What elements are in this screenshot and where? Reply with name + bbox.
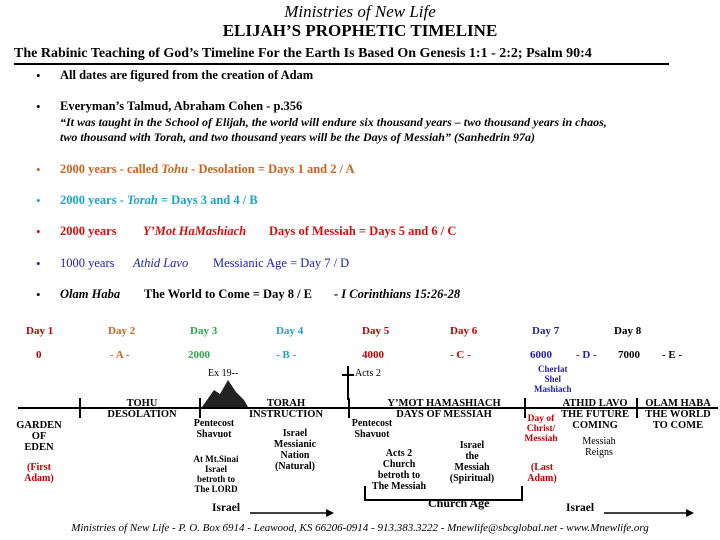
year-label: 4000 <box>362 349 384 361</box>
page-subtitle: The Rabinic Teaching of God’s Timeline For the Earth Is Based On Genesis 1:1 - 2:2; Psalm 90:4 <box>14 46 592 61</box>
tohu-text-b: Tohu <box>161 162 189 176</box>
bullet-creation-of-adam: All dates are figured from the creation of Adam <box>60 68 314 82</box>
timeline-tick <box>79 398 81 418</box>
subtitle-underline <box>14 63 669 65</box>
bullet-ymot-days: Days of Messiah = Days 5 and 6 / C <box>269 224 457 238</box>
era-torah: TORAH INSTRUCTION <box>248 398 324 420</box>
cross-icon <box>341 366 355 400</box>
year-label: - E - <box>662 349 683 361</box>
messiah-reigns: Messiah Reigns <box>582 436 616 458</box>
year-label: 2000 <box>188 349 210 361</box>
pentecost-shavuot-acts: Pentecost Shavuot <box>351 418 393 440</box>
church-betrothal: Acts 2 Church betroth to The Messiah <box>371 448 427 492</box>
era-olam-haba: OLAM HABA THE WORLD TO COME <box>645 398 711 431</box>
bullet-olam-world: The World to Come = Day 8 / E <box>144 287 313 301</box>
day-label: Day 5 <box>362 325 390 337</box>
bullet-dot: • <box>36 287 41 302</box>
israel-label-left: Israel <box>212 502 241 514</box>
cherlat-marker: Cherlat Shel Mashiach <box>534 364 572 394</box>
year-label: - A - <box>110 349 130 361</box>
timeline-tick <box>199 398 201 418</box>
bullet-olam-name: Olam Haba <box>60 287 121 301</box>
israel-arrow-right <box>604 508 694 518</box>
bullet-dot: • <box>36 224 41 239</box>
day-label: Day 8 <box>614 325 642 337</box>
bullet-tohu <box>60 162 355 177</box>
year-label: - D - <box>576 349 597 361</box>
bullet-ymot-name: Y’Mot HaMashiach <box>143 224 247 238</box>
church-age-label: Church Age <box>428 496 490 510</box>
page-title: ELIJAH’S PROPHETIC TIMELINE <box>222 21 498 40</box>
bullet-dot: • <box>36 193 41 208</box>
bullet-dot: • <box>36 68 41 83</box>
day-label: Day 1 <box>26 325 54 337</box>
day-of-christ: Day of Christ/ Messiah <box>524 414 558 444</box>
bullet-corinthians-ref: - I Corinthians 15:26-28 <box>334 287 461 301</box>
bullet-athid-years: 1000 years <box>60 256 115 270</box>
garden-of-eden: GARDEN OF EDEN <box>16 420 62 453</box>
israel-messianic-nation: Israel Messianic Nation (Natural) <box>273 428 317 472</box>
bullet-talmud-citation: Everyman’s Talmud, Abraham Cohen - p.356 <box>60 99 303 113</box>
year-label: - B - <box>276 349 297 361</box>
era-tohu: TOHU DESOLATION <box>107 398 177 420</box>
timeline-tick <box>348 398 350 418</box>
pentecost-shavuot-sinai: Pentecost Shavuot <box>193 418 235 440</box>
year-label: 7000 <box>618 349 640 361</box>
acts-marker: Acts 2 <box>355 368 381 379</box>
year-label: 6000 <box>530 349 552 361</box>
last-adam: (Last Adam) <box>527 462 557 484</box>
year-label: 0 <box>36 349 42 361</box>
era-ymot: Y’MOT HAMASHIACH DAYS OF MESSIAH <box>387 398 501 420</box>
exodus-marker: Ex 19-- <box>208 368 239 379</box>
first-adam: (First Adam) <box>24 462 54 484</box>
israel-arrow-left <box>250 508 334 518</box>
israel-label-right: Israel <box>566 502 595 514</box>
footer-contact: Ministries of New Life - P. O. Box 6914 - Leawood, KS 66206-0914 - 913.383.3222 - Mnewlife@sbcglobal.net - www.Mnewlife.org <box>71 522 649 534</box>
tohu-text-a: 2000 years - called <box>60 162 162 176</box>
year-label: - C - <box>450 349 471 361</box>
torah-text-c: = Days 3 and 4 / B <box>157 193 258 207</box>
bullet-dot: • <box>36 99 41 114</box>
day-label: Day 2 <box>108 325 136 337</box>
bullet-torah <box>60 193 258 208</box>
era-athid-lavo: ATHID LAVO THE FUTURE COMING <box>561 398 629 431</box>
torah-text-b: Torah <box>127 193 158 207</box>
talmud-quote-line-2: two thousand with Torah, and two thousand years will be the Days of Messiah” (Sanhedrin 97a) <box>60 130 535 144</box>
bullet-ymot-years: 2000 years <box>60 224 117 238</box>
talmud-quote-line-1: “It was taught in the School of Elijah, the world will endure six thousand years – two thousand years in chaos, <box>60 115 607 129</box>
sinai-betrothal: At Mt.Sinai Israel betroth to The LORD <box>193 454 239 494</box>
israel-the-messiah: Israel the Messiah (Spiritual) <box>449 440 495 484</box>
bullet-dot: • <box>36 256 41 271</box>
tohu-text-c: - Desolation = Days 1 and 2 / A <box>188 162 355 176</box>
bullet-athid-name: Athid Lavo <box>133 256 189 270</box>
day-label: Day 3 <box>190 325 218 337</box>
ministry-name: Ministries of New Life <box>284 2 436 21</box>
day-label: Day 6 <box>450 325 478 337</box>
torah-text-a: 2000 years - <box>60 193 127 207</box>
day-label: Day 4 <box>276 325 304 337</box>
day-label: Day 7 <box>532 325 560 337</box>
bullet-dot: • <box>36 162 41 177</box>
bullet-athid-age: Messianic Age = Day 7 / D <box>213 256 350 270</box>
